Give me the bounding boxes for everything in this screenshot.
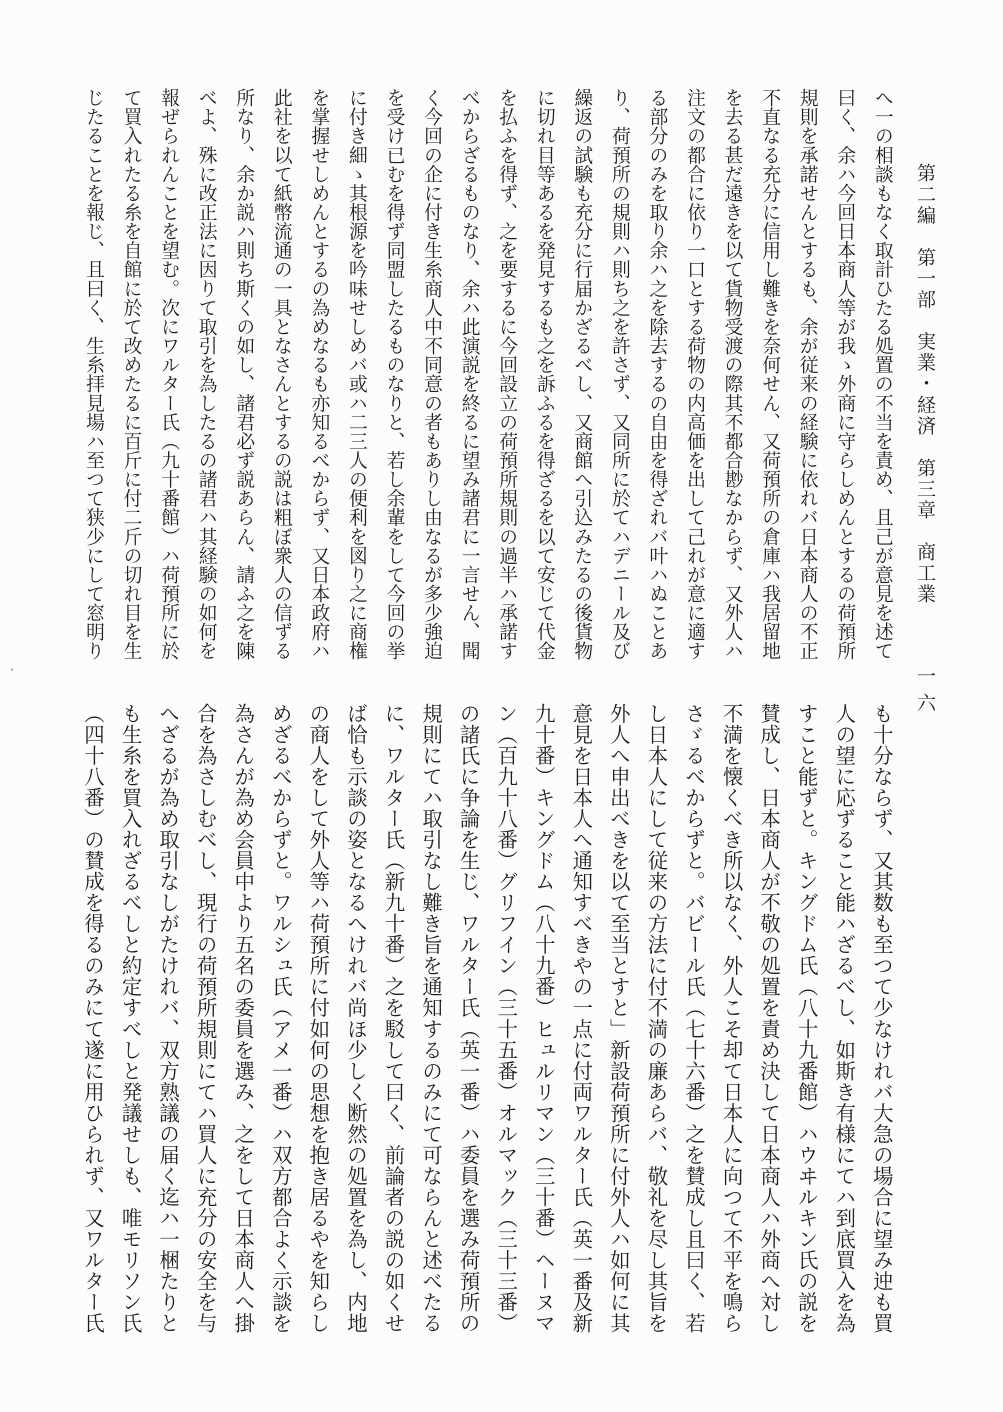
lower-text-column: へざるが為め取引なしがたけれバ、双方熟議の届く迄ハ一梱たりと: [156, 703, 181, 1333]
lower-text-column: 九十番）キングドム（八十九番）ヒュルリマン（三十番）ヘーヌマ: [531, 703, 556, 1333]
lower-text-column: 賛成し、日本商人が不敬の処置を責め決して日本商人ハ外商へ対し: [757, 703, 782, 1333]
lower-text-column: 為さんが為め会員中より五名の委員を選み、之をして日本商人へ掛: [231, 703, 256, 1333]
upper-text-column: 報ぜられんことを望む。次にワルター氏（九十番館）ハ荷預所に於: [158, 88, 180, 660]
lower-text-column: （四十八番）の賛成を得るのみにて遂に用ひられず、又ワルター氏: [81, 703, 105, 1333]
lower-text-column: さゞるべからずと。バビール氏（七十六番）之を賛成し且曰く、若: [682, 703, 706, 1333]
lower-text-column: 意見を日本人へ通知すべきやの一点に付両ワルター氏（英一番及新: [569, 703, 594, 1333]
upper-text-block: [82, 88, 893, 660]
lower-text-column: の諸氏に争論を生じ、ワルター氏（英一番）ハ委員を選み荷預所の: [456, 703, 481, 1333]
lower-text-column: 人の望に応ずること能ハざるべし、如斯き有様にてハ到底買入を為: [832, 703, 857, 1333]
upper-text-column: 不直なる充分に信用し難きを奈何せん、又荷預所の倉庫ハ我居留地: [759, 88, 781, 660]
upper-text-column: を払ふを得ず、之を要するに今回設立の荷預所規則の過半ハ承諾す: [496, 88, 518, 660]
lower-text-column: ば恰も示談の姿となるへけれバ尚ほ少しく断然の処置を為し、内地: [343, 703, 368, 1333]
upper-text-column: じたることを報じ、且曰く、生糸拝見場ハ至つて狭少にして窓明り: [83, 88, 104, 660]
lower-text-column: 外人へ申出べきを以て至当とすと」新設荷預所に付外人ハ如何に其: [606, 703, 631, 1333]
upper-text-column: に付き細ゝ其根源を吟味せしめバ或ハ二三人の便利を図り之に商権: [345, 88, 367, 660]
upper-text-column: く今回の企に付き生糸商人中不同意の者もありし由なるが多少強迫: [421, 88, 443, 660]
lower-text-column: すこと能ずと。キングドム氏（八十九番館）ハウヰルキン氏の説を: [794, 703, 819, 1333]
lower-text-column: し日本人にして従来の方法に付不満の廉あらバ、敬礼を尽し其旨を: [644, 703, 669, 1333]
lower-text-column: に、ワルター氏（新九十番）之を駁して曰く、前論者の説の如くせ: [381, 703, 406, 1333]
upper-text-column: て買入れたる糸を自館に於て改めたるに百斤に付二斤の切れ目を生: [120, 88, 142, 660]
lower-text-column: 不満を懐くべき所以なく、外人こそ却て日本人に向つて不平を鳴ら: [719, 703, 744, 1333]
upper-text-column: に切れ目等あるを発見するも之を訴ふるを得ざるを以て安じて代金: [533, 88, 555, 660]
lower-text-column: 規則にてハ取引なし難き旨を通知するのみにて可ならんと述べたる: [419, 703, 444, 1333]
upper-text-column: べからざるものなり、余ハ此演説を終るに望み諸君に一言せん、聞: [458, 88, 480, 660]
lower-text-column: も十分ならず、又其数も至つて少なけれバ大急の場合に望み迚も買: [869, 703, 894, 1333]
lower-text-column: ン（百九十八番）グリフイン（三十五番）オルマック（三十三番）: [494, 703, 519, 1333]
upper-text-column: 所なり、余か説ハ則ち斯くの如し、諸君必ず説あらん、請ふ之を陳: [233, 88, 255, 660]
lower-text-column: も生糸を買入れざるべしと約定すべしと発議せしも、唯モリソン氏: [118, 703, 143, 1333]
upper-text-column: へ一の相談もなく取計ひたる処置の不当を責め、且己が意見を述て: [871, 88, 893, 660]
upper-text-column: を去る甚だ遠きを以て貨物受渡の際其不都合尠なからず、又外人ハ: [721, 88, 743, 660]
upper-text-column: り、荷預所の規則ハ則ち之を許さず、又同所に於てハデニール及び: [608, 88, 630, 660]
page-number: 一六: [914, 666, 936, 712]
lower-text-column: の商人をして外人等ハ荷預所に付如何の思想を抱き居るやを知らし: [306, 703, 331, 1333]
upper-text-column: 繰返の試験も充分に行届かざるべし、又商館へ引込みたるの後貨物: [571, 88, 593, 660]
upper-text-column: 此社を以て紙幣流通の一具となさんとするの説は粗ぼ衆人の信ずる: [270, 88, 292, 660]
lower-text-column: 合を為さしむべし、現行の荷預所規則にてハ買人に充分の安全を与: [193, 703, 218, 1333]
upper-text-column: を受け已むを得ず同盟したるものなりと、若し余輩をして今回の挙: [383, 88, 405, 660]
upper-text-column: 注文の都合に依り一口とする荷物の内高価を出して己れが意に適す: [684, 88, 705, 660]
running-title: 第二編 第一部 実業・経済 第三章 商工業: [914, 163, 936, 603]
upper-text-column: べよ、殊に改正法に因りて取引を為したるの諸君ハ其経験の如何を: [195, 88, 217, 660]
upper-text-column: 曰く、余ハ今回日本商人等が我ゝ外商に守らしめんとするの荷預所: [834, 88, 856, 660]
upper-text-column: を掌握せしめんとするの為めなるも亦知るべからず、又日本政府ハ: [308, 88, 330, 660]
scan-mark: [11, 668, 13, 671]
lower-text-block: [82, 703, 893, 1333]
upper-text-column: る部分のみを取り余ハ之を除去するの自由を得ざれバ叶ハぬことあ: [646, 88, 668, 660]
lower-text-column: めざるべからずと。ワルシュ氏（アメ一番）ハ双方都合よく示談を: [268, 703, 293, 1333]
upper-text-column: 規則を承諾せんとするも、余が従来の経験に依れバ日本商人の不正: [796, 88, 818, 660]
